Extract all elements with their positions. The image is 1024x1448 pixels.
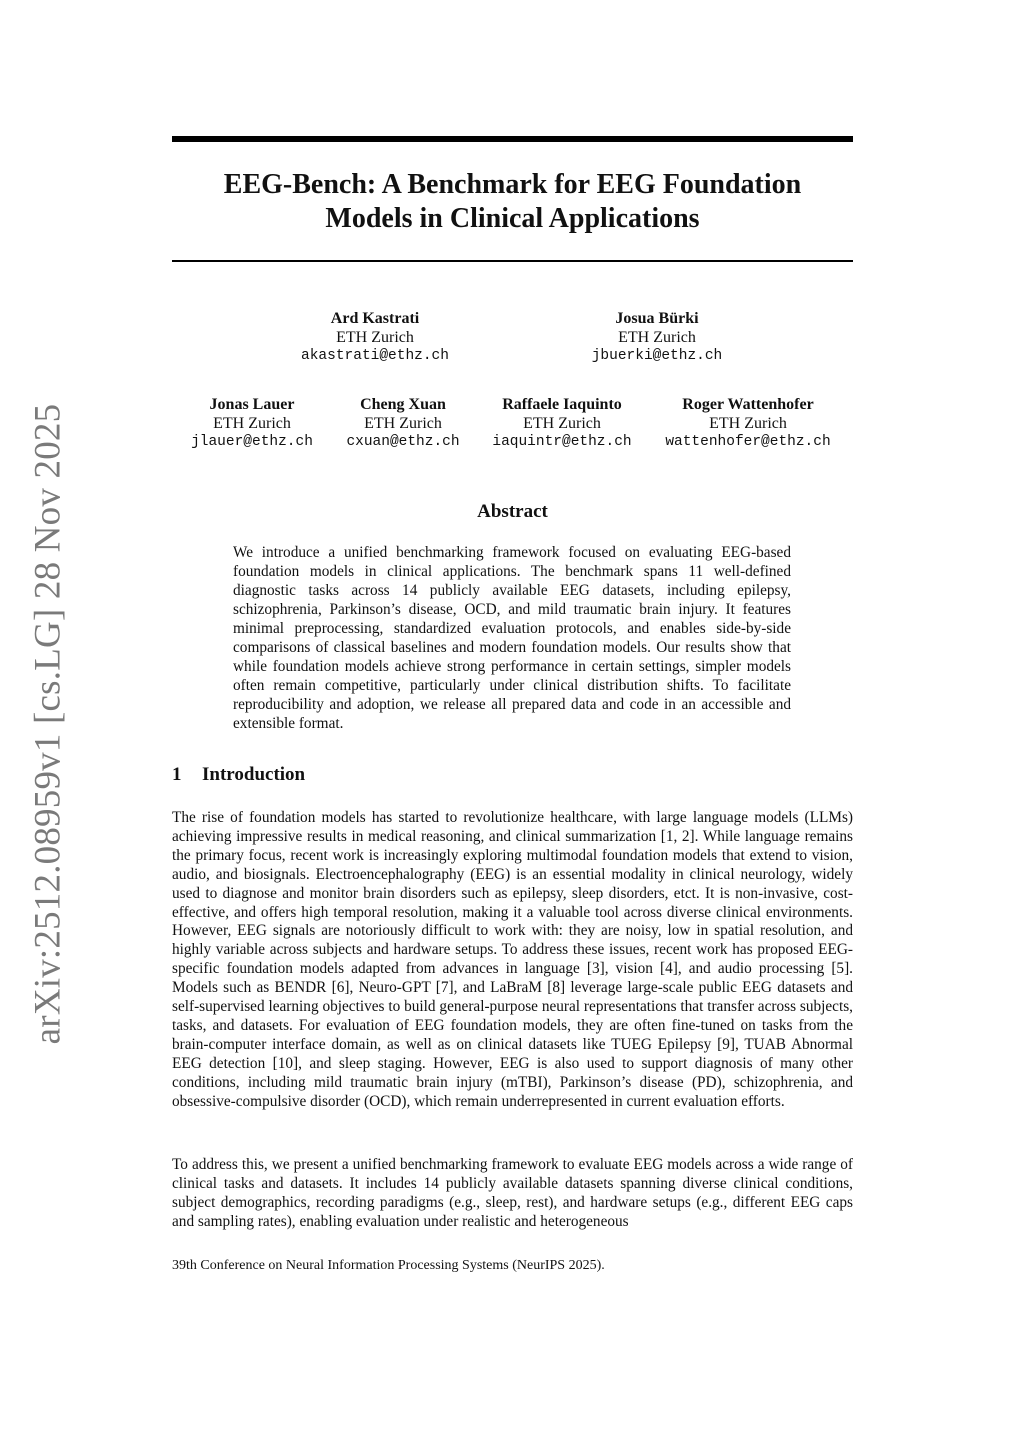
author-email: jbuerki@ethz.ch <box>591 348 723 364</box>
introduction-paragraph: The rise of foundation models has started to revolutionize healthcare, with large language models (LLMs) achieving impressive results in medical reasoning, and clinical summarization [1, 2]. While language remains the primary focus, recent work is increasingly exploring multimodal foundation models that extend to vision, audio, and biosignals. Electroencephalography (EEG) is an essential modality in clinical neurology, widely used to diagnose and monitor brain disorders such as epilepsy, sleep disorders, etct. It is non-invasive, cost-effective, and offers high temporal resolution, making it a valuable tool across diverse clinical environments. However, EEG signals are notoriously difficult to work with: they are noisy, low in spatial resolution, and highly variable across subjects and hardware setups. To address these issues, recent work has proposed EEG-specific foundation models adapted from advances in language [3], vision [4], and audio processing [5]. Models such as BENDR [6], Neuro-GPT [7], and LaBraM [8] leverage large-scale public EEG datasets and self-supervised learning objectives to build general-purpose neural representations that transfer across subjects, tasks, and datasets. For evaluation of EEG foundation models, they are often fine-tuned on tasks from the brain-computer interface domain, as well as on clinical datasets like TUEG Epilepsy [9], TUAB Abnormal EEG detection [10], and sleep staging. However, EEG is also used to support diagnosis of many other conditions, including mild traumatic brain injury (mTBI), Parkinson’s disease (PD), schizophrenia, and obsessive-compulsive disorder (OCD), which remain underrepresented in current evaluation efforts. <box>172 809 853 1110</box>
author-affiliation: ETH Zurich <box>213 415 291 432</box>
author-name: Jonas Lauer <box>209 396 295 413</box>
author-affiliation: ETH Zurich <box>523 415 601 432</box>
title-line-2: Models in Clinical Applications <box>325 203 700 234</box>
paper-title <box>172 168 853 236</box>
author-block <box>537 309 777 366</box>
author-affiliation: ETH Zurich <box>336 329 414 346</box>
introduction-paragraph: To address this, we present a unified benchmarking framework to evaluate EEG models across a wide range of clinical tasks and datasets. It includes 14 publicly available datasets spanning diverse clinical conditions, subject demographics, recording paradigms (e.g., sleep, rest), and hardware setups (e.g., different EEG caps and sampling rates), enabling evaluation under realistic and heterogeneous <box>172 1156 853 1230</box>
author-affiliation: ETH Zurich <box>709 415 787 432</box>
arxiv-identifier: arXiv:2512.08959v1 [cs.LG] 28 Nov 2025 <box>27 403 69 1045</box>
author-name: Raffaele Iaquinto <box>502 396 622 413</box>
author-block <box>628 395 868 452</box>
author-affiliation: ETH Zurich <box>364 415 442 432</box>
section-title: Introduction <box>202 764 306 785</box>
title-rule-bottom <box>172 260 853 262</box>
author-name: Ard Kastrati <box>330 310 420 327</box>
conference-footnote: 39th Conference on Neural Information Processing Systems (NeurIPS 2025). <box>172 1258 605 1273</box>
author-email: cxuan@ethz.ch <box>346 434 460 450</box>
author-affiliation: ETH Zurich <box>618 329 696 346</box>
title-line-1: EEG-Bench: A Benchmark for EEG Foundation <box>223 169 802 200</box>
author-email: akastrati@ethz.ch <box>301 348 449 364</box>
author-name: Josua Bürki <box>615 310 699 327</box>
abstract-text: We introduce a unified benchmarking framework focused on evaluating EEG-based foundation models in clinical applications. The benchmark spans 11 well-defined diagnostic tasks across 14 publicly available EEG datasets, including epilepsy, schizophrenia, Parkinson’s disease, OCD, and mild traumatic brain injury. It features minimal preprocessing, standardized evaluation protocols, and enables side-by-side comparisons of classical baselines and modern foundation models. Our results show that while foundation models achieve strong performance in certain settings, simpler models often remain competitive, particularly under clinical distribution shifts. To facilitate reproducibility and adoption, we release all prepared data and code in an accessible and extensible format. <box>233 544 791 732</box>
author-email: jlauer@ethz.ch <box>191 434 313 450</box>
author-email: wattenhofer@ethz.ch <box>665 434 831 450</box>
author-name: Cheng Xuan <box>360 396 446 413</box>
section-number: 1 <box>172 764 182 785</box>
title-rule-top <box>172 136 853 142</box>
author-email: iaquintr@ethz.ch <box>492 434 632 450</box>
abstract-heading: Abstract <box>477 501 548 522</box>
section-heading-introduction <box>172 764 305 786</box>
author-block <box>255 309 495 366</box>
author-name: Roger Wattenhofer <box>682 396 814 413</box>
